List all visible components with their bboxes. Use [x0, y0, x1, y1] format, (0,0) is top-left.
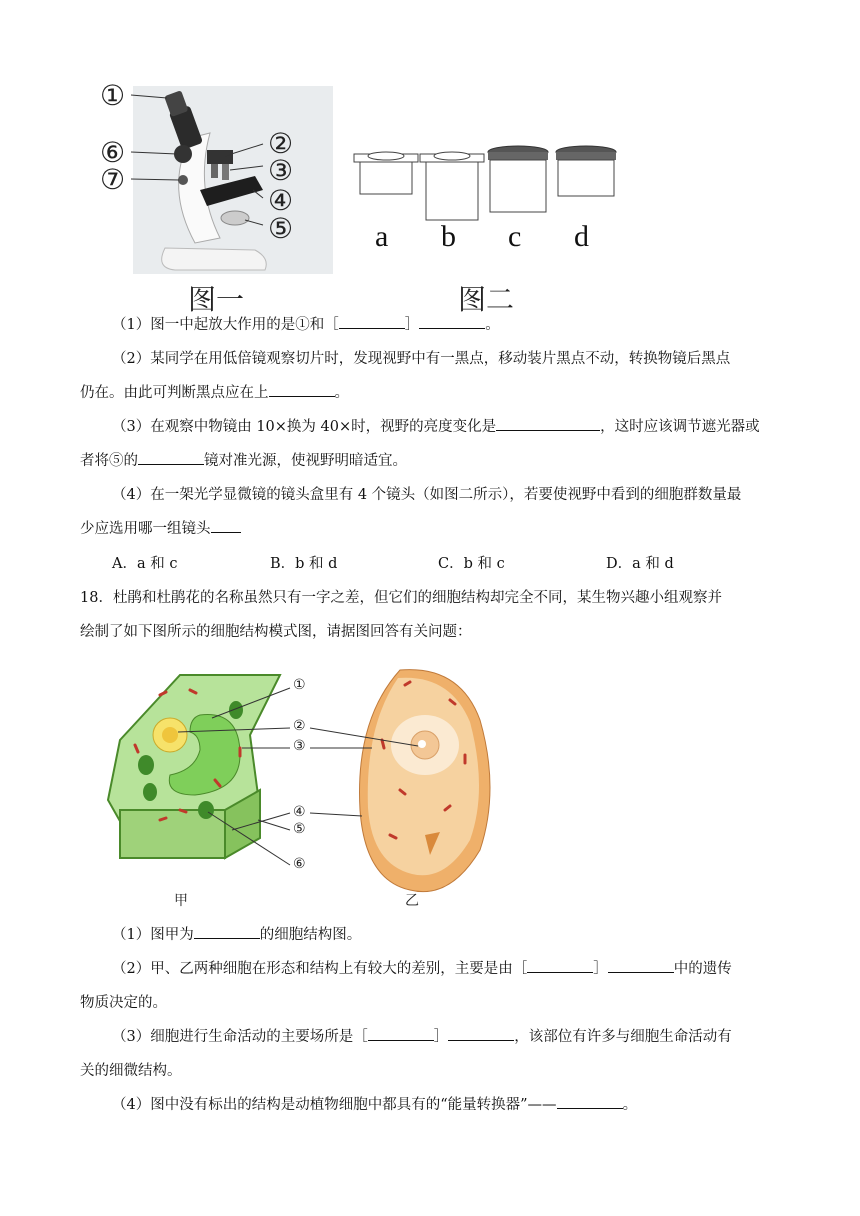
q17-part1 — [112, 314, 812, 336]
cell-label-5: ⑤ — [293, 821, 306, 837]
answer-blank[interactable] — [368, 1026, 434, 1041]
fig1-label-4: ④ — [268, 184, 294, 217]
q18-intro-line1: 18．杜鹃和杜鹃花的名称虽然只有一字之差，但它们的细胞结构却完全不同，某生物兴趣小组观察并 — [80, 590, 722, 606]
cell-caption-a: 甲 — [174, 893, 188, 909]
answer-blank[interactable] — [339, 314, 405, 329]
q17-part2-line2 — [80, 382, 780, 404]
q17-part4-line2 — [80, 518, 780, 540]
answer-blank[interactable] — [138, 450, 204, 465]
fig2-caption: 图二 — [458, 283, 515, 316]
answer-blank[interactable] — [496, 416, 600, 431]
q17-part3-line1 — [112, 416, 812, 438]
q17-p2-text-a: 仍在。由此可判断黑点应在上 — [80, 385, 269, 401]
microscope-illustration — [95, 78, 345, 278]
answer-blank[interactable] — [269, 382, 335, 397]
q18-p4-text-a: （4）图中没有标出的结构是动植物细胞中都具有的“能量转换器”—— — [112, 1097, 557, 1113]
q17-p1-circled-1: ① — [295, 317, 310, 333]
answer-blank[interactable] — [557, 1094, 623, 1109]
answer-blank[interactable] — [211, 518, 241, 533]
q18-part3-line1 — [112, 1026, 812, 1048]
answer-blank[interactable] — [608, 958, 674, 973]
lens-label-c: c — [508, 220, 522, 253]
q17-p3-circled-5: ⑤ — [109, 453, 124, 469]
q18-p3-text-a: （3）细胞进行生命活动的主要场所是［ — [112, 1029, 368, 1045]
q17-part2-line1: （2）某同学在用低倍镜观察切片时，发现视野中有一黑点，移动装片黑点不动，转换物镜后黑点 — [112, 351, 731, 367]
q18-p2-text-b: ］ — [593, 961, 608, 977]
q17-p3-text-a: （3）在观察中物镜由 10×换为 40×时，视野的亮度变化是 — [112, 419, 497, 435]
option-b[interactable]: B．b 和 d — [270, 556, 338, 572]
lens-set-illustration — [350, 140, 620, 230]
q17-p1-text-c: ］ — [404, 317, 420, 333]
cell-label-3: ③ — [293, 738, 306, 754]
cell-caption-b: 乙 — [405, 893, 419, 909]
q18-p3-text-b: ］ — [433, 1029, 449, 1045]
fig1-label-1: ① — [100, 79, 126, 112]
cell-label-4: ④ — [293, 804, 306, 820]
lens-label-b: b — [441, 220, 456, 253]
q18-part3-line2: 关的细微结构。 — [80, 1063, 182, 1079]
fig1-caption: 图一 — [188, 283, 245, 316]
fig1-label-5: ⑤ — [268, 212, 294, 245]
q18-intro-line2: 绘制了如下图所示的细胞结构模式图，请据图回答有关问题： — [80, 624, 472, 640]
q17-p1-text-b: 和［ — [309, 317, 339, 333]
q17-p3-text-b: ，这时应该调节遮光器或 — [600, 419, 760, 435]
q18-p3-text-c: ，该部位有许多与细胞生命活动有 — [514, 1029, 732, 1045]
option-c[interactable]: C．b 和 c — [438, 556, 505, 572]
q18-p1-text-a: （1）图甲为 — [112, 927, 194, 943]
cell-label-6: ⑥ — [293, 856, 306, 872]
q18-p2-text-c: 中的遗传 — [673, 961, 732, 977]
figure-2 — [350, 140, 620, 230]
lens-label-d: d — [574, 220, 589, 253]
q18-part4 — [112, 1094, 812, 1116]
q17-part4-line1: （4）在一架光学显微镜的镜头盒里有 4 个镜头（如图二所示），若要使视野中看到的细胞群数量最 — [112, 487, 742, 503]
answer-blank[interactable] — [448, 1026, 514, 1041]
q17-p3-text-d: 的 — [123, 453, 138, 469]
answer-blank[interactable] — [419, 314, 485, 329]
fig1-label-2: ② — [268, 127, 294, 160]
fig1-label-7: ⑦ — [100, 163, 126, 196]
q18-part2-line2: 物质决定的。 — [80, 995, 167, 1011]
q18-p1-text-b: 的细胞结构图。 — [259, 927, 362, 943]
q18-part2-line1 — [112, 958, 812, 980]
q18-part1 — [112, 924, 812, 946]
fig1-label-3: ③ — [268, 154, 294, 187]
figure-1 — [95, 78, 345, 278]
cell-label-1: ① — [293, 677, 306, 693]
lens-label-a: a — [375, 220, 389, 253]
cell-diagram — [100, 660, 540, 900]
option-a[interactable]: A．a 和 c — [112, 556, 178, 572]
answer-blank[interactable] — [527, 958, 593, 973]
q17-p4-text: 少应选用哪一组镜头 — [80, 521, 211, 537]
q17-p2-text-b: 。 — [334, 385, 349, 401]
answer-blank[interactable] — [194, 924, 260, 939]
fig1-label-6: ⑥ — [100, 136, 126, 169]
cell-figure — [100, 660, 540, 900]
q18-p4-text-b: 。 — [622, 1097, 638, 1113]
option-d[interactable]: D．a 和 d — [606, 556, 674, 572]
q17-p3-text-e: 镜对准光源，使视野明暗适宜。 — [204, 453, 407, 469]
q17-p1-text-d: 。 — [485, 317, 500, 333]
q17-p3-text-c: 者将 — [80, 453, 109, 469]
q17-p1-text-a: （1）图一中起放大作用的是 — [112, 317, 296, 333]
cell-label-2: ② — [293, 718, 306, 734]
q18-p2-text-a: （2）甲、乙两种细胞在形态和结构上有较大的差别，主要是由［ — [112, 961, 528, 977]
q17-part3-line2 — [80, 450, 780, 472]
